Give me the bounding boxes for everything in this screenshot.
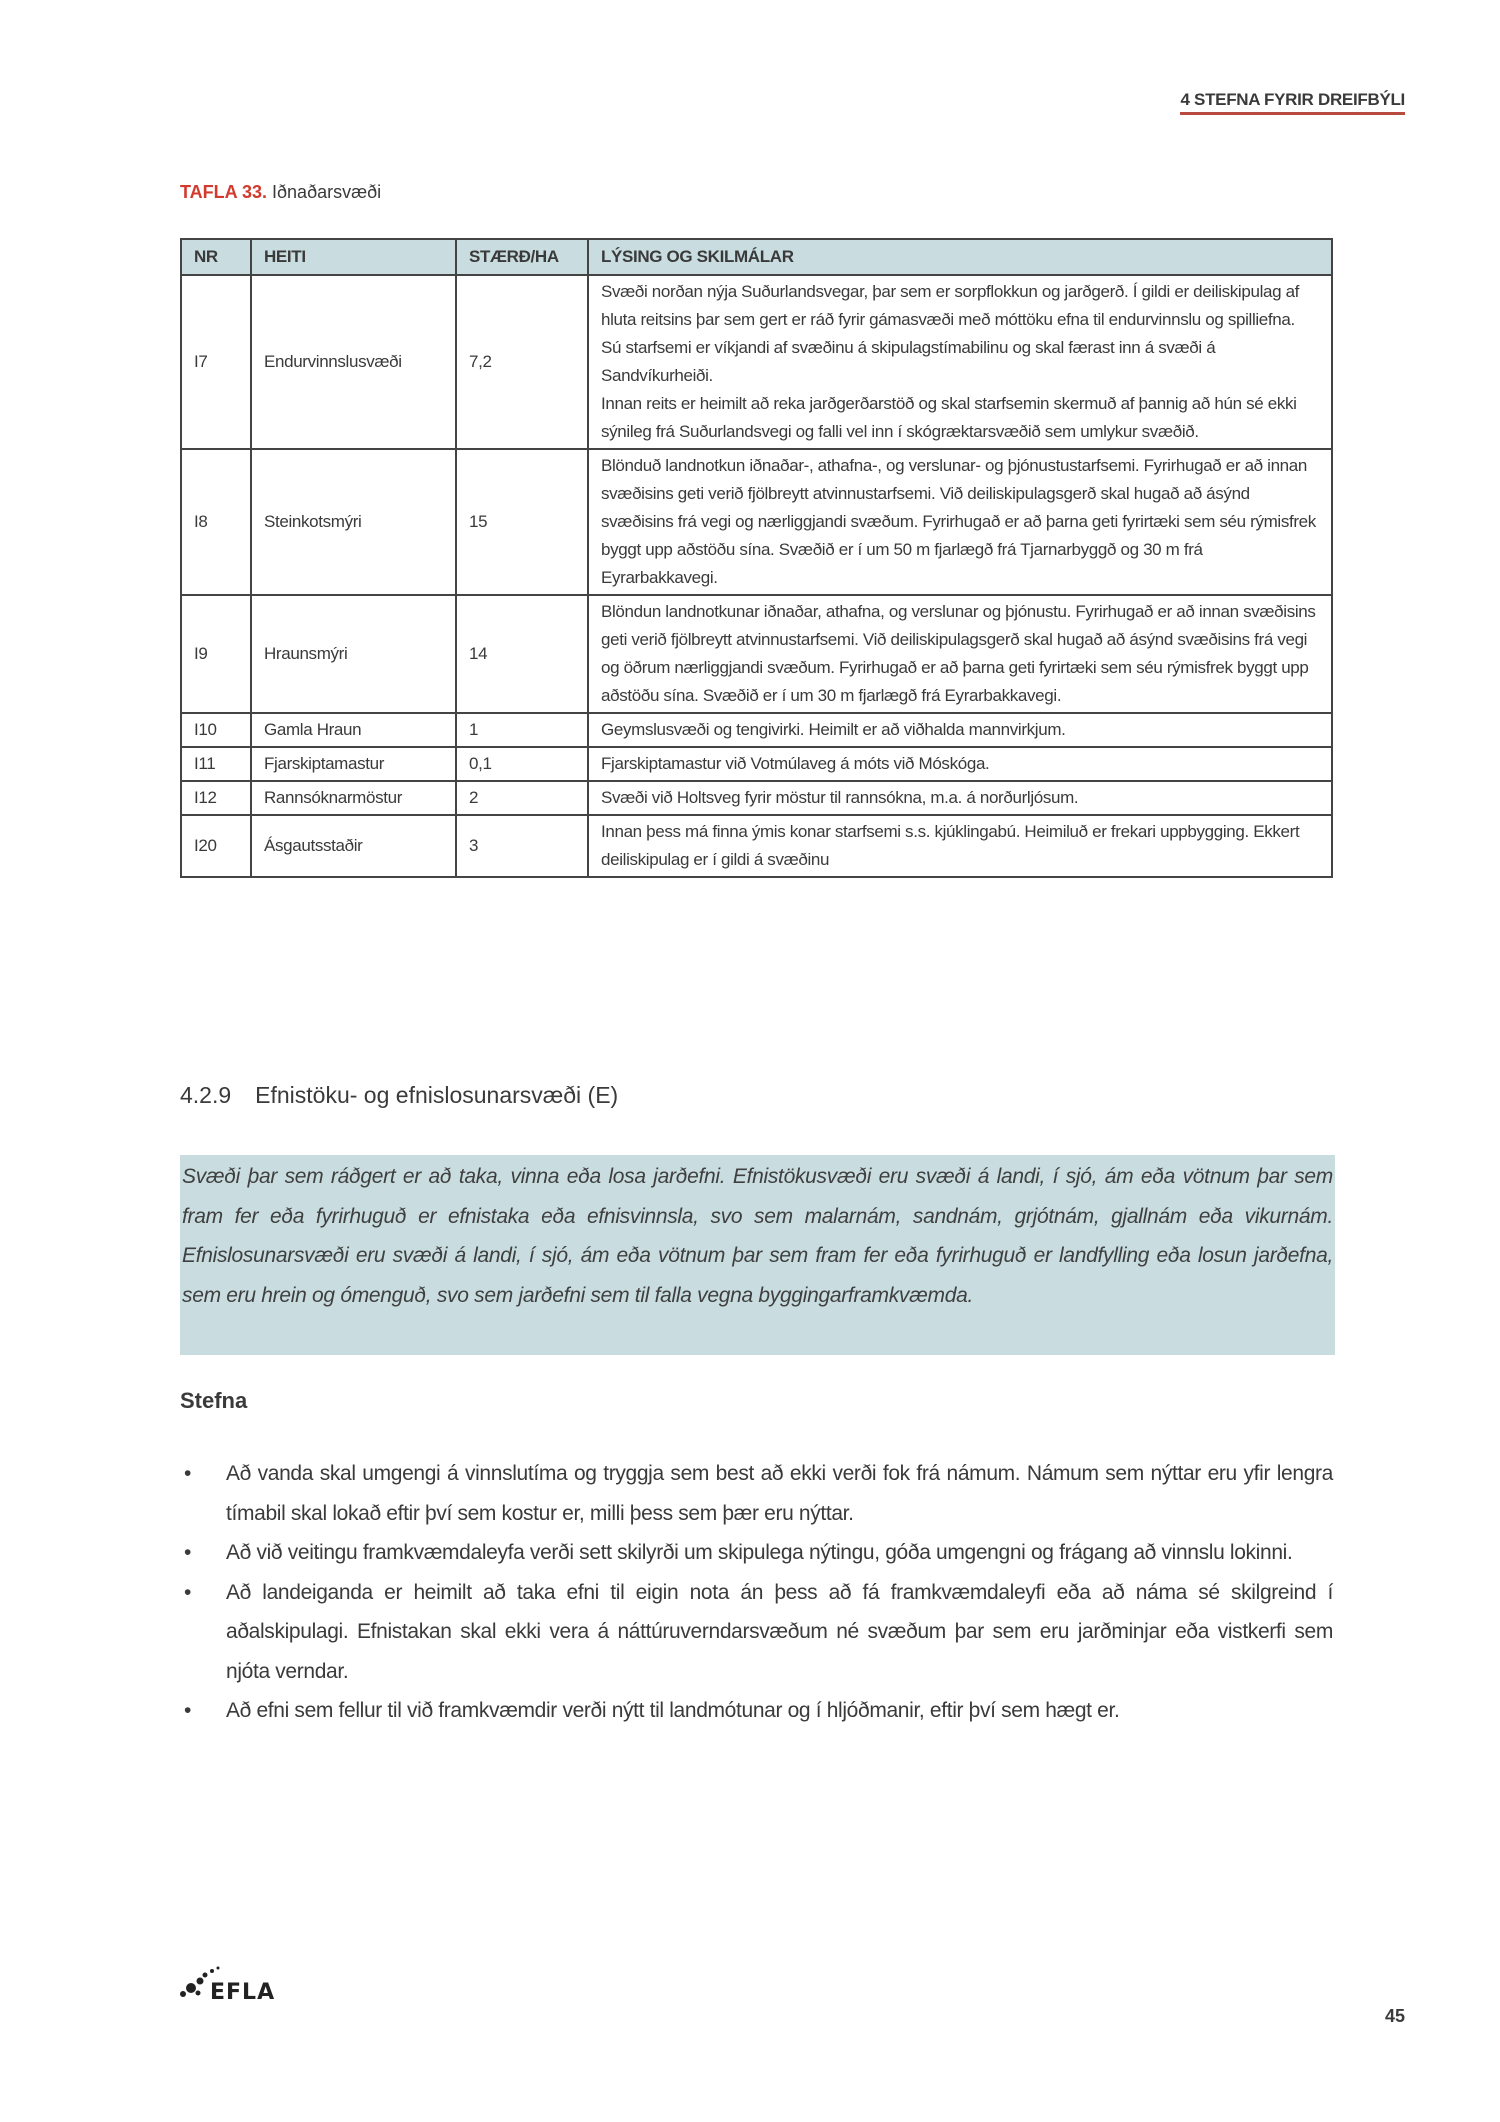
cell-heiti: Endurvinnslusvæði <box>251 275 456 449</box>
list-item-text: Að við veitingu framkvæmdaleyfa verði sett skilyrði um skipulega nýtingu, góða umgengni og frágang að vinnslu lokinni. <box>226 1541 1293 1564</box>
bullet-icon: • <box>184 1580 192 1604</box>
table-row <box>181 275 1332 449</box>
cell-staerd: 2 <box>456 781 588 815</box>
cell-desc: Blönduð landnotkun iðnaðar-, athafna-, og verslunar- og þjónustustarfsemi. Fyrirhugað er að innan svæðisins geti verið fjölbreytt atvinnustarfsemi. Við deiliskipulagsgerð skal hugað að ásýnd svæðisins frá vegi og nærliggjandi svæðum. Fyrirhugað er að þarna geti fyrirtæki sem séu rýmisfrek byggt upp aðstöðu sína. Svæðið er í um 50 m fjarlægð frá Tjarnarbyggð og 30 m frá Eyrarbakkavegi. <box>588 449 1332 595</box>
table-caption-label: TAFLA 33. <box>180 182 268 202</box>
list-item-text: Að landeiganda er heimilt að taka efni til eigin nota án þess að fá framkvæmdaleyfi eða að náma sé skilgreind í aðalskipulagi. Efnistakan skal ekki vera á náttúruverndarsvæðum né svæðum þar sem eru jarðminjar eða vistkerfi sem njóta verndar. <box>226 1580 1333 1683</box>
svg-text:EFLA: EFLA <box>210 1980 276 2002</box>
cell-heiti: Gamla Hraun <box>251 713 456 747</box>
cell-desc: Svæði við Holtsveg fyrir möstur til rannsókna, m.a. á norðurljósum. <box>588 781 1332 815</box>
cell-staerd: 1 <box>456 713 588 747</box>
list-item <box>180 1691 1333 1731</box>
table-caption-title: Iðnaðarsvæði <box>272 182 382 202</box>
cell-heiti: Steinkotsmýri <box>251 449 456 595</box>
col-header-lysing: LÝSING OG SKILMÁLAR <box>588 239 1332 275</box>
cell-desc <box>588 275 1332 449</box>
col-header-heiti: HEITI <box>251 239 456 275</box>
running-head: 4 STEFNA FYRIR DREIFBÝLI <box>1180 90 1405 115</box>
cell-heiti: Ásgautsstaðir <box>251 815 456 877</box>
cell-staerd: 14 <box>456 595 588 713</box>
section-heading <box>180 1082 618 1109</box>
cell-nr: I7 <box>181 275 251 449</box>
definition-box: Svæði þar sem ráðgert er að taka, vinna eða losa jarðefni. Efnistökusvæði eru svæði á landi, í sjó, ám eða vötnum þar sem fram fer eða fyrirhuguð er efnistaka eða efnisvinnsla, svo sem malarnám, sandnám, grjótnám, gjallnám eða vikurnám. Efnislosunarsvæði eru svæði á landi, í sjó, ám eða vötnum þar sem fram fer eða fyrirhuguð er landfylling eða losun jarðefna, sem eru hrein og ómenguð, svo sem jarðefni sem til falla vegna byggingarframkvæmda. <box>180 1155 1335 1355</box>
cell-nr: I10 <box>181 713 251 747</box>
bullet-icon: • <box>184 1541 192 1564</box>
cell-heiti: Fjarskiptamastur <box>251 747 456 781</box>
table-caption <box>180 182 381 203</box>
cell-heiti: Rannsóknarmöstur <box>251 781 456 815</box>
policy-list <box>180 1454 1333 1731</box>
cell-desc: Fjarskiptamastur við Votmúlaveg á móts við Móskóga. <box>588 747 1332 781</box>
cell-staerd: 7,2 <box>456 275 588 449</box>
cell-staerd: 3 <box>456 815 588 877</box>
list-item <box>180 1573 1333 1692</box>
cell-desc: Innan þess má finna ýmis konar starfsemi s.s. kjúklingabú. Heimiluð er frekari uppbygging. Ekkert deiliskipulag er í gildi á svæðinu <box>588 815 1332 877</box>
bullet-icon: • <box>184 1699 192 1722</box>
table-row <box>181 713 1332 747</box>
cell-nr: I11 <box>181 747 251 781</box>
section-title: Efnistöku- og efnislosunarsvæði (E) <box>255 1082 619 1108</box>
table-row <box>181 449 1332 595</box>
cell-desc: Blöndun landnotkunar iðnaðar, athafna, og verslunar og þjónustu. Fyrirhugað er að innan svæðisins geti verið fjölbreytt atvinnustarfsemi. Við deiliskipulagsgerð skal hugað að ásýnd svæðisins frá vegi og öðrum nærliggjandi svæðum. Fyrirhugað er að þarna geti fyrirtæki sem séu rýmisfrek byggt upp aðstöðu sína. Svæðið er í um 30 m fjarlægð frá Eyrarbakkavegi. <box>588 595 1332 713</box>
bullet-icon: • <box>184 1462 192 1485</box>
industrial-areas-table <box>180 238 1333 878</box>
cell-desc-p1: Svæði norðan nýja Suðurlandsvegar, þar sem er sorpflokkun og jarðgerð. Í gildi er deiliskipulag af hluta reitsins þar sem gert er ráð fyrir gámasvæði með móttöku efna til endurvinnslu og spilliefna. Sú starfsemi er víkjandi af svæðinu á skipulagstímabilinu og skal færast inn á svæði á Sandvíkurheiði. <box>601 282 1300 385</box>
cell-nr: I8 <box>181 449 251 595</box>
cell-desc: Geymslusvæði og tengivirki. Heimilt er að viðhalda mannvirkjum. <box>588 713 1332 747</box>
table-row <box>181 815 1332 877</box>
list-item <box>180 1454 1333 1533</box>
cell-staerd: 15 <box>456 449 588 595</box>
cell-staerd: 0,1 <box>456 747 588 781</box>
cell-nr: I20 <box>181 815 251 877</box>
cell-heiti: Hraunsmýri <box>251 595 456 713</box>
table-row <box>181 781 1332 815</box>
cell-nr: I9 <box>181 595 251 713</box>
policy-heading: Stefna <box>180 1388 248 1413</box>
cell-desc-p2: Innan reits er heimilt að reka jarðgerðarstöð og skal starfsemin skermuð af þannig að hún sé ekki sýnileg frá Suðurlandsvegi og falli vel inn í skógræktarsvæðið sem umlykur svæðið. <box>601 394 1297 441</box>
col-header-nr: NR <box>181 239 251 275</box>
table-row <box>181 595 1332 713</box>
cell-nr: I12 <box>181 781 251 815</box>
list-item-text: Að efni sem fellur til við framkvæmdir verði nýtt til landmótunar og í hljóðmanir, eftir því sem hægt er. <box>226 1699 1120 1722</box>
efla-logo <box>178 1966 290 2007</box>
table-header-row <box>181 239 1332 275</box>
list-item-text: Að vanda skal umgengi á vinnslutíma og tryggja sem best að ekki verði fok frá námum. Námum sem nýttar eru yfir lengra tímabil skal lokað eftir því sem kostur er, milli þess sem þær eru nýttar. <box>226 1462 1333 1525</box>
list-item <box>180 1533 1333 1573</box>
section-number: 4.2.9 <box>180 1082 232 1108</box>
table-row <box>181 747 1332 781</box>
page-number: 45 <box>1384 2006 1405 2026</box>
col-header-staerd: STÆRÐ/HA <box>456 239 588 275</box>
